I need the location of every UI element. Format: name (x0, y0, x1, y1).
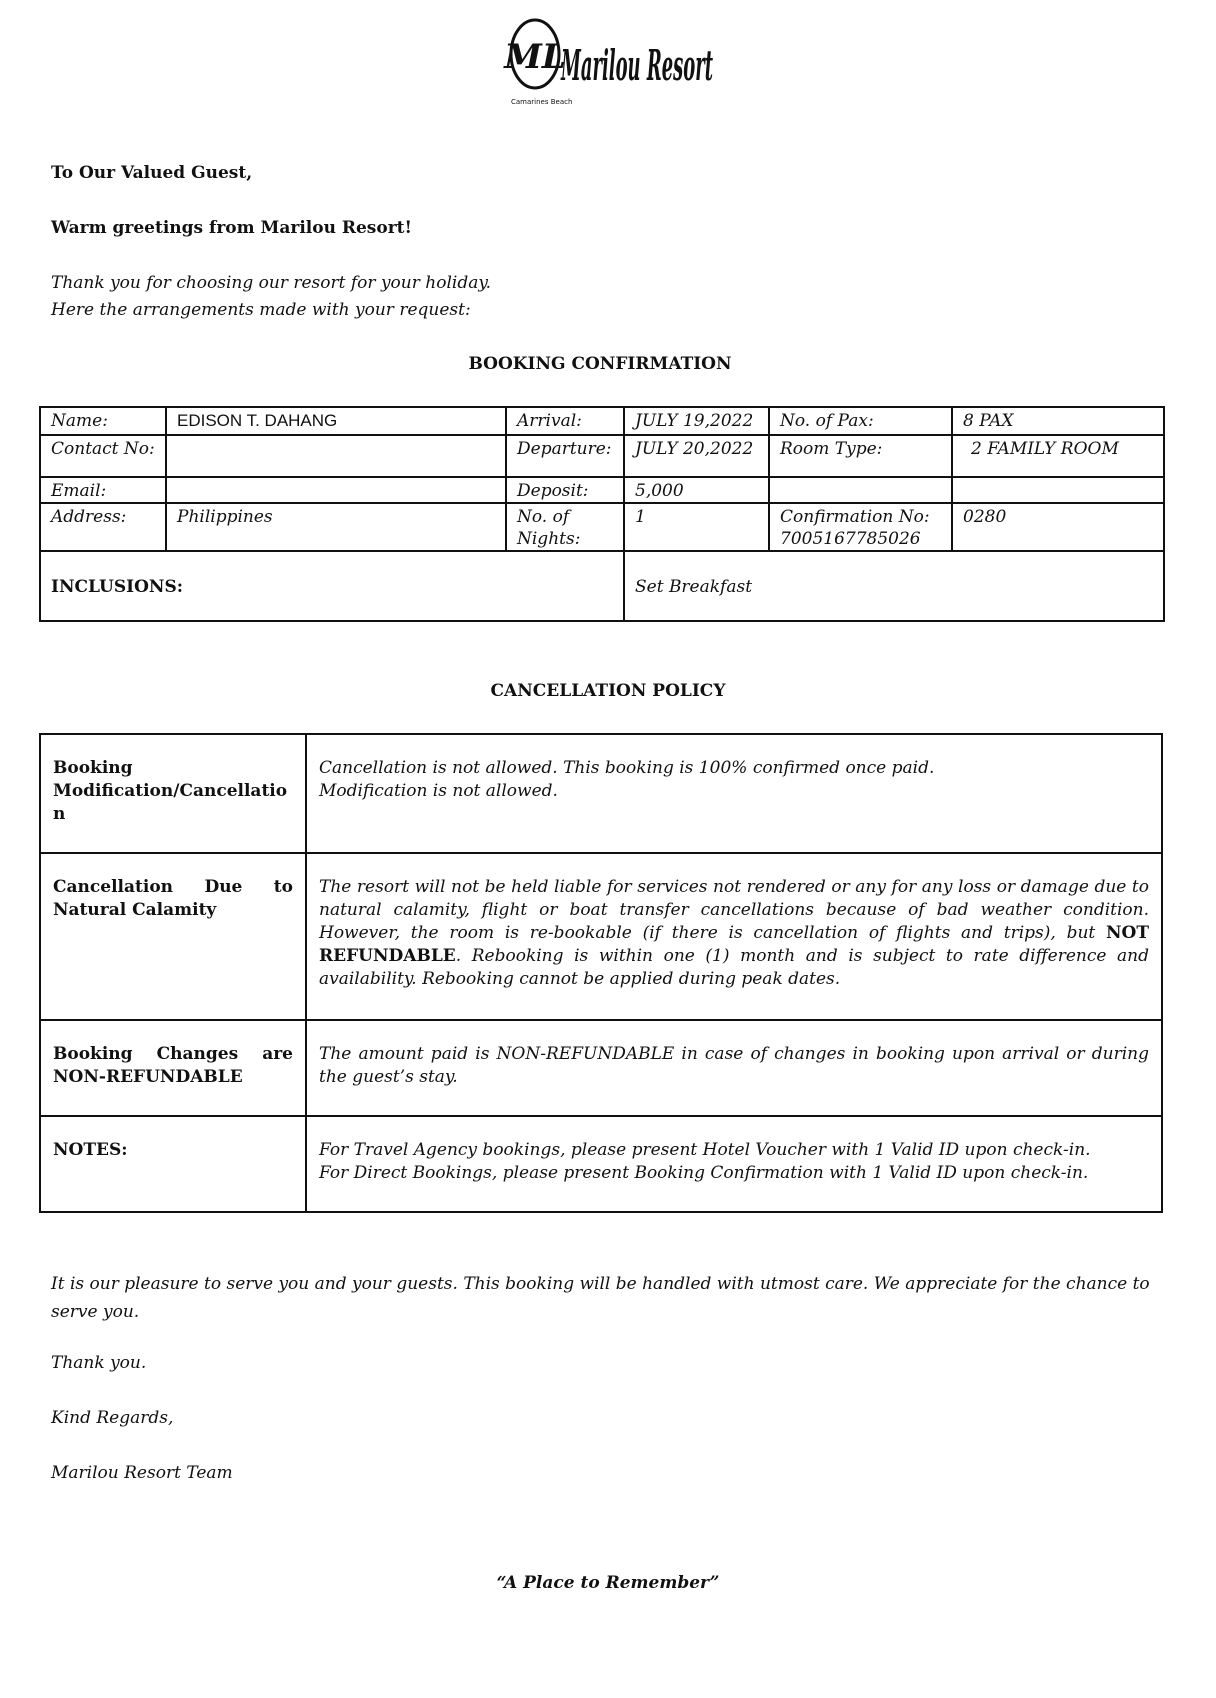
room-type-label: Room Type: (769, 435, 952, 477)
policy-key-notes: NOTES: (40, 1116, 306, 1212)
nights-label-line-2: Nights: (517, 529, 581, 549)
policy-value-changes: The amount paid is NON-REFUNDABLE in case of changes in booking upon arrival or during the guest’s stay. (306, 1020, 1162, 1116)
closing-thanks: Thank you. (51, 1353, 147, 1373)
policy-key-calamity (40, 853, 306, 1020)
table-row (40, 407, 1164, 435)
contact-value (166, 435, 506, 477)
policy-value-calamity (306, 853, 1162, 1020)
table-row (40, 734, 1162, 853)
name-label: Name: (40, 407, 166, 435)
policy-value-notes (306, 1116, 1162, 1212)
policy-text: . Rebooking is within one (1) month and is subject to rate difference and availability. Rebooking cannot be applied during peak dates. (319, 946, 1149, 989)
table-row (40, 551, 1164, 621)
name-value: EDISON T. DAHANG (166, 407, 506, 435)
confirmation-value: 0280 (952, 503, 1164, 551)
confirmation-label (769, 503, 952, 551)
departure-label: Departure: (506, 435, 624, 477)
table-row (40, 853, 1162, 1020)
policy-heading: CANCELLATION POLICY (490, 681, 726, 701)
table-row (40, 1116, 1162, 1212)
intro-line-2: Here the arrangements made with your request: (51, 300, 471, 320)
table-row (40, 435, 1164, 477)
deposit-label: Deposit: (506, 477, 624, 503)
policy-key-line: Natural Calamity (53, 900, 217, 920)
nights-label (506, 503, 624, 551)
nights-label-line-1: No. of (517, 507, 570, 527)
empty-cell (769, 477, 952, 503)
not-refundable-emphasis: NOT REFUNDABLE (319, 923, 1149, 966)
resort-logo-graphic (503, 8, 723, 112)
email-label: Email: (40, 477, 166, 503)
policy-key-line: NON-REFUNDABLE (53, 1067, 243, 1087)
inclusions-value: Set Breakfast (624, 551, 1164, 621)
policy-text: The resort will not be held liable for services not rendered or any for any loss or damage due to natural calamity, flight or boat transfer cancellations because of bad weather condition. However, the room is re-bookable (if there is cancellation of flights and trips), but (319, 877, 1149, 943)
address-value: Philippines (166, 503, 506, 551)
closing-pleasure: It is our pleasure to serve you and your guests. This booking will be handled with utmost care. We appreciate for the chance to serve you. (51, 1274, 1150, 1322)
policy-value-line: For Direct Bookings, please present Booking Confirmation with 1 Valid ID upon check-in. (319, 1163, 1089, 1183)
policy-value-line: Modification is not allowed. (319, 781, 558, 801)
policy-key-line: n (53, 804, 66, 824)
policy-value-line: Cancellation is not allowed. This booking is 100% confirmed once paid. (319, 758, 935, 778)
pax-label: No. of Pax: (769, 407, 952, 435)
policy-key-line: Cancellation Due to (53, 877, 293, 897)
confirmation-reference: 7005167785026 (780, 529, 921, 549)
policy-key-line: Booking (53, 758, 133, 778)
policy-key-modification (40, 734, 306, 853)
arrival-label: Arrival: (506, 407, 624, 435)
monogram-text: ML (504, 37, 566, 77)
deposit-value: 5,000 (624, 477, 769, 503)
pax-value: 8 PAX (952, 407, 1164, 435)
closing-regards: Kind Regards, (51, 1408, 174, 1428)
policy-value-modification (306, 734, 1162, 853)
brand-text: Marilou Resort (560, 41, 713, 90)
arrival-value: JULY 19,2022 (624, 407, 769, 435)
confirmation-label-text: Confirmation No: (780, 507, 930, 527)
departure-value: JULY 20,2022 (624, 435, 769, 477)
table-row (40, 477, 1164, 503)
inclusions-label: INCLUSIONS: (40, 551, 624, 621)
booking-heading: BOOKING CONFIRMATION (468, 354, 732, 374)
policy-key-changes (40, 1020, 306, 1116)
policy-table (39, 733, 1163, 1213)
policy-key-line: Modification/Cancellatio (53, 781, 288, 801)
address-label: Address: (40, 503, 166, 551)
email-value (166, 477, 506, 503)
motto: “A Place to Remember” (496, 1573, 720, 1593)
tagline-text: Camarines Beach (511, 98, 573, 106)
intro-line-1: Thank you for choosing our resort for your holiday. (51, 273, 492, 293)
contact-label: Contact No: (40, 435, 166, 477)
policy-key-line: Booking Changes are (53, 1044, 293, 1064)
table-row (40, 1020, 1162, 1116)
closing-team: Marilou Resort Team (51, 1463, 233, 1483)
salutation: To Our Valued Guest, (51, 163, 253, 183)
greeting: Warm greetings from Marilou Resort! (51, 218, 412, 238)
nights-value: 1 (624, 503, 769, 551)
empty-cell (952, 477, 1164, 503)
booking-table (39, 406, 1165, 622)
policy-value-line: For Travel Agency bookings, please present Hotel Voucher with 1 Valid ID upon check-in. (319, 1140, 1091, 1160)
room-type-value: 2 FAMILY ROOM (952, 435, 1164, 477)
table-row (40, 503, 1164, 551)
resort-logo (503, 8, 723, 112)
